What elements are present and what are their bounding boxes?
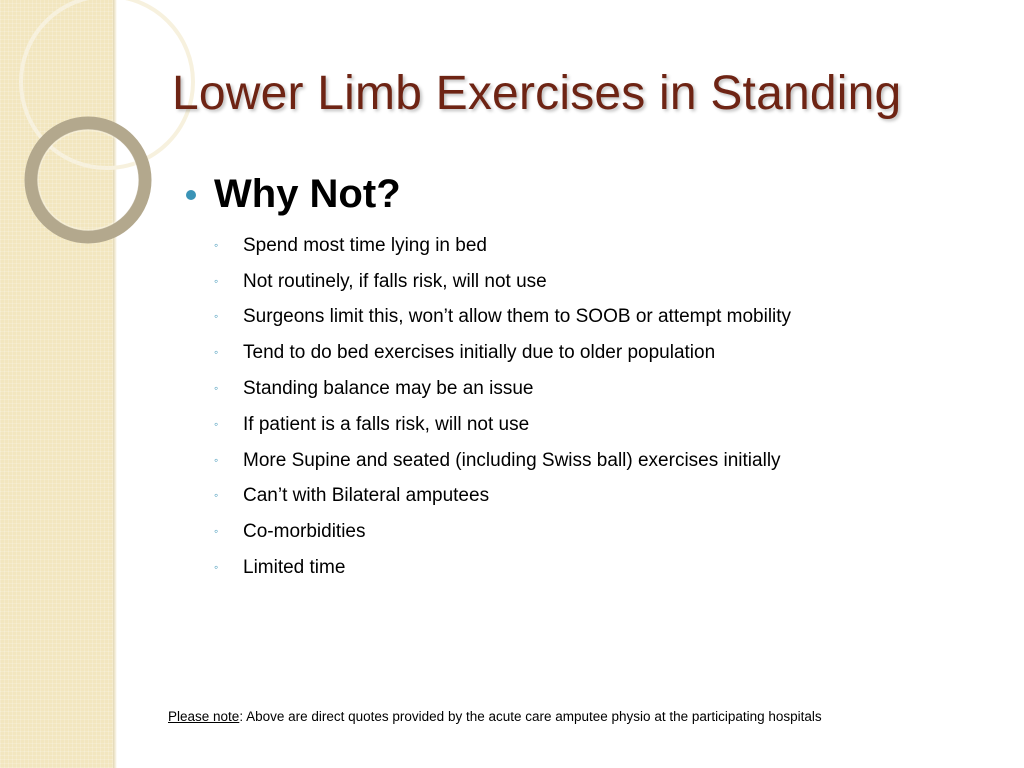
- sub-bullet-text: More Supine and seated (including Swiss ball) exercises initially: [243, 449, 781, 471]
- sub-bullet: [214, 550, 791, 586]
- sub-bullet-text: Limited time: [243, 557, 346, 579]
- sub-bullet-text: Surgeons limit this, won’t allow them to SOOB or attempt mobility: [243, 306, 792, 328]
- hollow-circle-icon: ◦: [214, 524, 219, 539]
- hollow-circle-icon: ◦: [214, 488, 219, 503]
- sub-bullet: [214, 514, 791, 550]
- sub-bullet: [214, 407, 791, 443]
- sub-bullet-text: Standing balance may be an issue: [243, 378, 534, 400]
- hollow-circle-icon: ◦: [214, 237, 219, 252]
- footnote-text: : Above are direct quotes provided by the acute care amputee physio at the participating hospitals: [239, 709, 822, 724]
- bullet-dot-icon: [186, 190, 196, 200]
- sub-bullet-text: Not routinely, if falls risk, will not use: [243, 270, 547, 292]
- sub-bullet: [214, 335, 791, 371]
- main-bullet-text: Why Not?: [214, 172, 401, 216]
- sub-bullet-text: Can’t with Bilateral amputees: [243, 485, 490, 507]
- sub-bullet: [214, 479, 791, 515]
- sub-bullet: [214, 443, 791, 479]
- sub-bullet-text: Co-morbidities: [243, 521, 366, 543]
- sub-bullet: [214, 300, 791, 336]
- sub-bullet-list: [214, 228, 791, 586]
- main-bullet: [186, 172, 401, 217]
- sub-bullet-text: If patient is a falls risk, will not use: [243, 413, 530, 435]
- decorative-rings: [0, 0, 240, 260]
- slide-title: Lower Limb Exercises in Standing: [172, 67, 902, 120]
- sub-bullet: [214, 371, 791, 407]
- sub-bullet-text: Spend most time lying in bed: [243, 234, 487, 256]
- dark-ring: [31, 123, 145, 237]
- hollow-circle-icon: ◦: [214, 273, 219, 288]
- hollow-circle-icon: ◦: [214, 452, 219, 467]
- sub-bullet-text: Tend to do bed exercises initially due to older population: [243, 342, 716, 364]
- ring-highlight: [38, 130, 138, 230]
- hollow-circle-icon: ◦: [214, 416, 219, 431]
- footnote: [168, 709, 822, 724]
- footnote-lead: Please note: [168, 709, 240, 724]
- hollow-circle-icon: ◦: [214, 345, 219, 360]
- hollow-circle-icon: ◦: [214, 560, 219, 575]
- sub-bullet: [214, 228, 791, 264]
- hollow-circle-icon: ◦: [214, 381, 219, 396]
- sub-bullet: [214, 264, 791, 300]
- hollow-circle-icon: ◦: [214, 309, 219, 324]
